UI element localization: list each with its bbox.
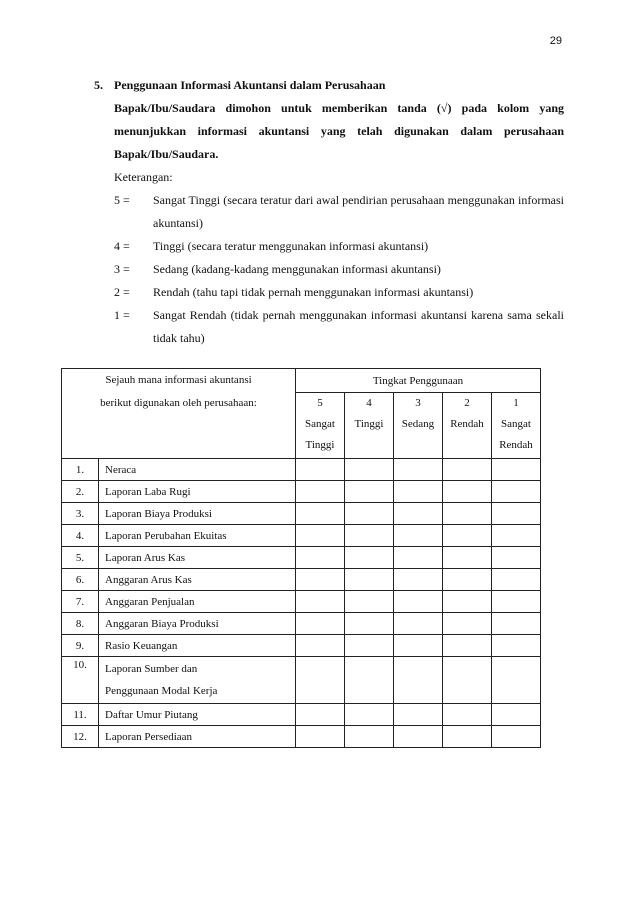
row-number: 1.	[62, 459, 99, 481]
row-item: Anggaran Biaya Produksi	[99, 613, 296, 635]
table-row	[62, 704, 541, 726]
checkbox-cell-3[interactable]	[394, 459, 443, 481]
level-3-header	[394, 393, 443, 459]
legend-item	[114, 304, 564, 350]
row-number: 3.	[62, 503, 99, 525]
checkbox-cell-4[interactable]	[345, 525, 394, 547]
checkbox-cell-1[interactable]	[492, 657, 541, 704]
section-heading	[94, 74, 564, 97]
question-header	[62, 369, 296, 459]
row-item-line2: Penggunaan Modal Kerja	[105, 685, 218, 697]
checkbox-cell-3[interactable]	[394, 657, 443, 704]
level-header: Tingkat Penggunaan	[296, 369, 541, 393]
checkbox-cell-4[interactable]	[345, 481, 394, 503]
level-2-header	[443, 393, 492, 459]
checkbox-cell-1[interactable]	[492, 503, 541, 525]
level-num: 1	[513, 397, 519, 409]
legend-desc: Sangat Tinggi (secara teratur dari awal pendirian perusahaan menggunakan informasi akuntansi)	[153, 193, 564, 230]
row-number: 2.	[62, 481, 99, 503]
legend-desc: Rendah (tahu tapi tidak pernah menggunakan informasi akuntansi)	[153, 285, 474, 299]
checkbox-cell-1[interactable]	[492, 547, 541, 569]
instruction-text: Bapak/Ibu/Saudara dimohon untuk memberikan tanda (√) pada kolom yang menunjukkan informasi akuntansi yang telah digunakan dalam perusahaan Bapak/Ibu/Saudara.	[114, 101, 564, 161]
checkbox-cell-4[interactable]	[345, 591, 394, 613]
table-row	[62, 503, 541, 525]
table-row	[62, 613, 541, 635]
row-item: Laporan Biaya Produksi	[99, 503, 296, 525]
table-row	[62, 569, 541, 591]
row-item: Daftar Umur Piutang	[99, 704, 296, 726]
level-num: 3	[415, 397, 421, 409]
row-item: Rasio Keuangan	[99, 635, 296, 657]
questionnaire-section	[94, 74, 564, 350]
row-number: 12.	[62, 726, 99, 748]
level-label: Sangat	[305, 418, 335, 430]
level-label: Rendah	[450, 418, 484, 430]
checkbox-cell-3[interactable]	[394, 704, 443, 726]
page-number: 29	[549, 35, 562, 47]
checkbox-cell-1[interactable]	[492, 591, 541, 613]
row-number: 4.	[62, 525, 99, 547]
checkbox-cell-5[interactable]	[296, 657, 345, 704]
level-num: 5	[317, 397, 323, 409]
checkbox-cell-3[interactable]	[394, 525, 443, 547]
checkbox-cell-5[interactable]	[296, 481, 345, 503]
checkbox-cell-1[interactable]	[492, 569, 541, 591]
table-row	[62, 591, 541, 613]
checkbox-cell-4[interactable]	[345, 635, 394, 657]
checkbox-cell-2[interactable]	[443, 704, 492, 726]
checkbox-cell-5[interactable]	[296, 525, 345, 547]
row-item: Anggaran Penjualan	[99, 591, 296, 613]
legend-code: 3 =	[114, 262, 130, 276]
checkbox-cell-5[interactable]	[296, 459, 345, 481]
row-number: 7.	[62, 591, 99, 613]
checkbox-cell-3[interactable]	[394, 726, 443, 748]
section-number: 5.	[94, 78, 103, 92]
row-number: 8.	[62, 613, 99, 635]
table-row	[62, 481, 541, 503]
level-1-header	[492, 393, 541, 459]
legend-code: 1 =	[114, 308, 130, 322]
row-item: Laporan Persediaan	[99, 726, 296, 748]
table-row	[62, 547, 541, 569]
checkbox-cell-5[interactable]	[296, 547, 345, 569]
legend-item	[114, 258, 564, 281]
checkbox-cell-5[interactable]	[296, 591, 345, 613]
checkbox-cell-1[interactable]	[492, 459, 541, 481]
checkbox-cell-1[interactable]	[492, 635, 541, 657]
checkbox-cell-5[interactable]	[296, 726, 345, 748]
row-number: 9.	[62, 635, 99, 657]
row-item: Anggaran Arus Kas	[99, 569, 296, 591]
row-item: Laporan Perubahan Ekuitas	[99, 525, 296, 547]
legend-code: 5 =	[114, 193, 130, 207]
table-row	[62, 525, 541, 547]
checkbox-cell-2[interactable]	[443, 503, 492, 525]
checkbox-cell-4[interactable]	[345, 726, 394, 748]
level-label: Rendah	[499, 439, 533, 451]
checkbox-cell-4[interactable]	[345, 503, 394, 525]
checkbox-cell-2[interactable]	[443, 657, 492, 704]
checkbox-cell-2[interactable]	[443, 591, 492, 613]
checkbox-cell-2[interactable]	[443, 726, 492, 748]
row-number: 11.	[62, 704, 99, 726]
row-item: Neraca	[99, 459, 296, 481]
level-num: 4	[366, 397, 372, 409]
level-5-header	[296, 393, 345, 459]
checkbox-cell-3[interactable]	[394, 547, 443, 569]
checkbox-cell-3[interactable]	[394, 503, 443, 525]
legend-item	[114, 189, 564, 235]
legend-code: 4 =	[114, 239, 130, 253]
level-num: 2	[464, 397, 470, 409]
checkbox-cell-2[interactable]	[443, 481, 492, 503]
checkbox-cell-3[interactable]	[394, 591, 443, 613]
checkbox-cell-1[interactable]	[492, 525, 541, 547]
legend-desc: Tinggi (secara teratur menggunakan informasi akuntansi)	[153, 239, 429, 253]
level-label: Tinggi	[305, 439, 335, 451]
section-title: Penggunaan Informasi Akuntansi dalam Perusahaan	[114, 78, 386, 92]
row-item: Laporan Laba Rugi	[99, 481, 296, 503]
checkbox-cell-4[interactable]	[345, 657, 394, 704]
checkbox-cell-2[interactable]	[443, 547, 492, 569]
level-4-header	[345, 393, 394, 459]
checkbox-cell-5[interactable]	[296, 569, 345, 591]
row-item	[99, 657, 296, 704]
checkbox-cell-4[interactable]	[345, 547, 394, 569]
checkbox-cell-4[interactable]	[345, 459, 394, 481]
table-row	[62, 657, 541, 704]
legend-list	[114, 189, 564, 350]
row-number: 6.	[62, 569, 99, 591]
checkbox-cell-4[interactable]	[345, 613, 394, 635]
checkbox-cell-3[interactable]	[394, 481, 443, 503]
checkbox-cell-2[interactable]	[443, 525, 492, 547]
checkbox-cell-1[interactable]	[492, 704, 541, 726]
checkbox-cell-3[interactable]	[394, 613, 443, 635]
question-header-line2: berikut digunakan oleh perusahaan:	[100, 397, 257, 409]
checkbox-cell-2[interactable]	[443, 569, 492, 591]
checkbox-cell-1[interactable]	[492, 613, 541, 635]
checkbox-cell-1[interactable]	[492, 481, 541, 503]
legend-desc: Sedang (kadang-kadang menggunakan informasi akuntansi)	[153, 262, 441, 276]
checkbox-cell-4[interactable]	[345, 569, 394, 591]
checkbox-cell-3[interactable]	[394, 635, 443, 657]
checkbox-cell-5[interactable]	[296, 704, 345, 726]
row-number: 5.	[62, 547, 99, 569]
keterangan-label: Keterangan:	[114, 170, 173, 184]
level-label: Sangat	[501, 418, 531, 430]
legend-code: 2 =	[114, 285, 130, 299]
level-label: Tinggi	[354, 418, 384, 430]
checkbox-cell-5[interactable]	[296, 635, 345, 657]
checkbox-cell-5[interactable]	[296, 613, 345, 635]
table-row	[62, 726, 541, 748]
legend-item	[114, 235, 564, 258]
row-item: Laporan Arus Kas	[99, 547, 296, 569]
usage-table	[61, 368, 541, 748]
table-row	[62, 459, 541, 481]
legend-desc: Sangat Rendah (tidak pernah menggunakan informasi akuntansi karena sama sekali tidak tahu)	[153, 308, 564, 345]
checkbox-cell-2[interactable]	[443, 635, 492, 657]
checkbox-cell-2[interactable]	[443, 613, 492, 635]
legend-item	[114, 281, 564, 304]
checkbox-cell-2[interactable]	[443, 459, 492, 481]
checkbox-cell-5[interactable]	[296, 503, 345, 525]
row-number: 10.	[62, 657, 99, 704]
table-row	[62, 635, 541, 657]
row-item-line1: Laporan Sumber dan	[105, 663, 198, 675]
checkbox-cell-3[interactable]	[394, 569, 443, 591]
checkbox-cell-1[interactable]	[492, 726, 541, 748]
level-label: Sedang	[401, 418, 435, 430]
checkbox-cell-4[interactable]	[345, 704, 394, 726]
question-header-line1: Sejauh mana informasi akuntansi	[105, 374, 252, 386]
